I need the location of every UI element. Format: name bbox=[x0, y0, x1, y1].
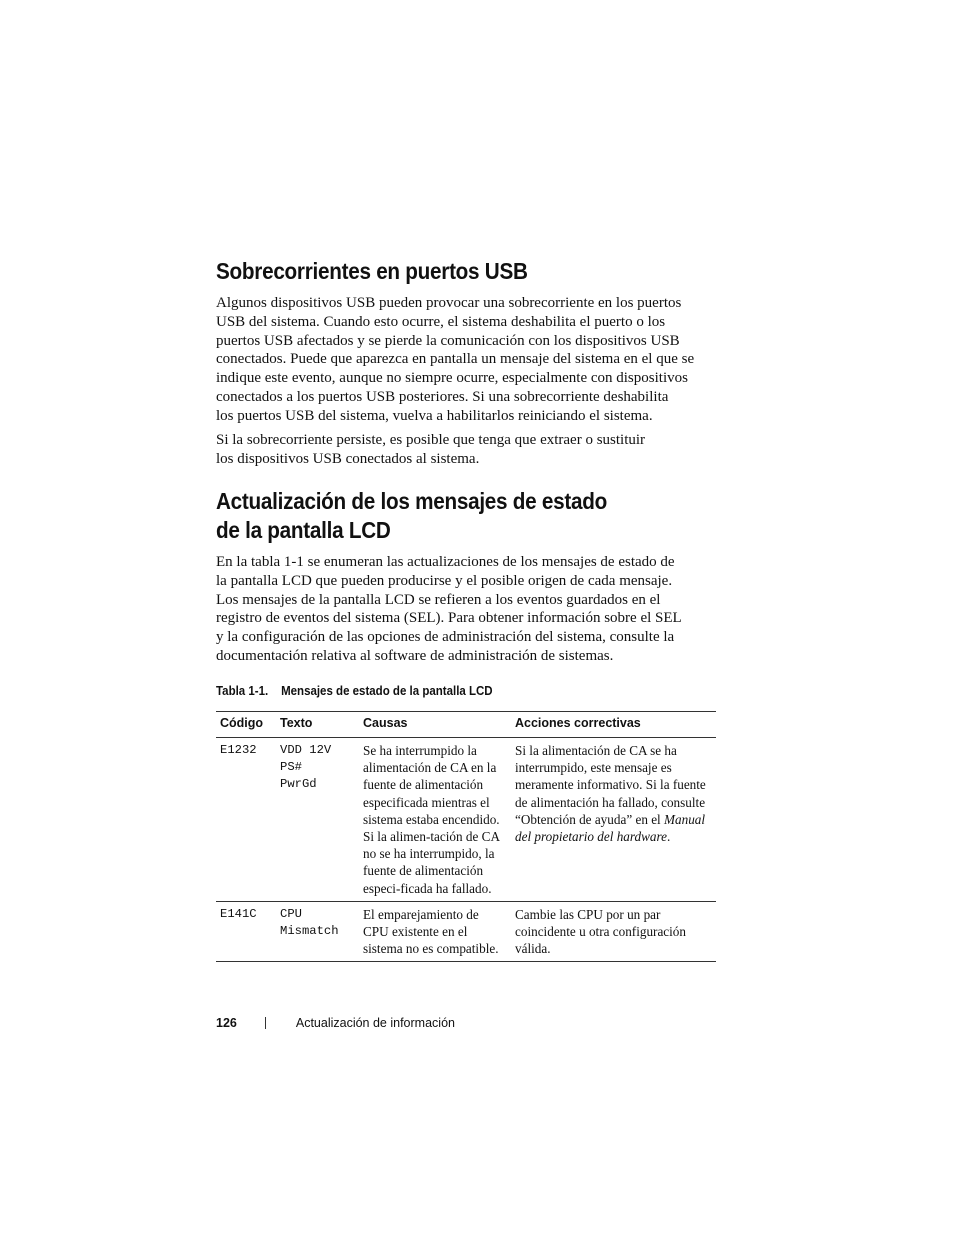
cell-action-italic: Manual del propietario del hardware bbox=[515, 811, 706, 845]
heading-lcd-line1: Actualización de los mensajes de estado bbox=[216, 488, 607, 514]
table-row bbox=[216, 738, 716, 902]
cell-action-text: Cambie las CPU por un par coincidente u otra configuración válida. bbox=[515, 906, 686, 957]
table-row bbox=[216, 901, 716, 962]
footer-chapter: Actualización de información bbox=[295, 1016, 455, 1030]
paragraph-lcd-status: En la tabla 1-1 se enumeran las actualizaciones de los mensajes de estado de la pantalla LCD que pueden producirse y el posible origen de cada mensaje. Los mensajes de la pantalla LCD se refieren a los eventos guardados en el registro de eventos del sistema (SEL). Para obtener información sobre el SEL y la configuración de las opciones de administración del sistema, consulte la documentación relativa al software de administración de sistemas. bbox=[216, 554, 682, 664]
cell-action-suffix: . bbox=[667, 829, 671, 845]
cell-cause: Se ha interrumpido la alimentación de CA en la fuente de alimentación especificada mientras el sistema estaba encendido. Si la alimen-tación de CA no se ha interrumpido, la fuente de alimentación especi-ficada ha fallado. bbox=[359, 738, 511, 902]
heading-lcd-line2: de la pantalla LCD bbox=[216, 517, 391, 543]
cell-cause: El emparejamiento de CPU existente en el sistema no es compatible. bbox=[359, 901, 511, 962]
page-footer bbox=[216, 1016, 455, 1030]
cell-text: VDD 12V PS# PwrGd bbox=[276, 738, 359, 902]
table-caption-number: Tabla 1-1. bbox=[216, 684, 269, 698]
cell-action bbox=[511, 738, 716, 902]
header-causes: Causas bbox=[359, 712, 511, 738]
paragraph-usb-persist: Si la sobrecorriente persiste, es posible que tenga que extraer o sustituir los dispositivos USB conectados al sistema. bbox=[216, 432, 646, 467]
header-actions: Acciones correctivas bbox=[511, 712, 716, 738]
table-caption-title: Mensajes de estado de la pantalla LCD bbox=[281, 684, 493, 698]
heading-usb-overcurrent: Sobrecorrientes en puertos USB bbox=[216, 258, 528, 284]
heading-lcd-status bbox=[216, 487, 607, 545]
header-text: Texto bbox=[276, 712, 359, 738]
cell-code: E1232 bbox=[216, 738, 276, 902]
footer-separator bbox=[265, 1017, 266, 1029]
lcd-status-table bbox=[216, 711, 716, 962]
table-header-row bbox=[216, 712, 716, 738]
cell-text: CPU Mismatch bbox=[276, 901, 359, 962]
cell-action-text: Si la alimentación de CA se ha interrumpido, este mensaje es meramente informativo. Si la fuente de alimentación ha fallado, consulte “Obtención de ayuda” en el bbox=[515, 743, 706, 827]
table-caption bbox=[216, 684, 493, 698]
page-number: 126 bbox=[216, 1016, 237, 1030]
paragraph-usb-overcurrent: Algunos dispositivos USB pueden provocar una sobrecorriente en los puertos USB del sistema. Cuando esto ocurre, el sistema deshabilita el puerto o los puertos USB afectados y se pierde la comunicación con los dispositivos USB conectados. Puede que aparezca en pantalla un mensaje del sistema en el que se indique este evento, aunque no siempre ocurre, especialmente con dispositivos conectados a los puertos USB posteriores. Si una sobrecorriente deshabilita los puertos USB del sistema, vuelva a habilitarlos reiniciando el sistema. bbox=[216, 295, 695, 424]
header-code: Código bbox=[216, 712, 276, 738]
cell-code: E141C bbox=[216, 901, 276, 962]
cell-action bbox=[511, 901, 716, 962]
